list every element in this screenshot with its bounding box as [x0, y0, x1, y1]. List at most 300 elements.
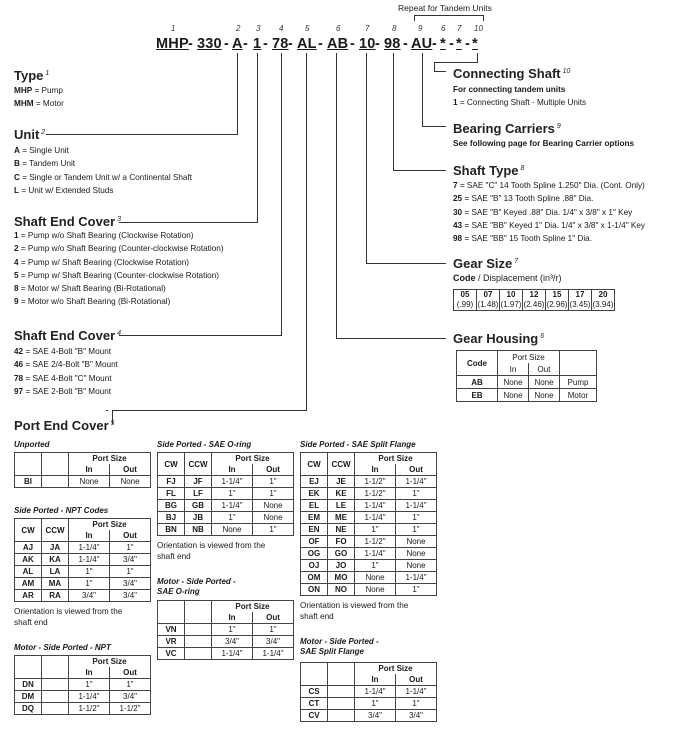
table-cell: VN: [158, 624, 185, 636]
table-cell: [328, 686, 355, 698]
table-cell: 3/4": [253, 636, 294, 648]
gear-size-cell: [546, 290, 569, 311]
header-cell: Port Size: [498, 351, 560, 364]
list-item: [453, 232, 645, 245]
table-row: [301, 686, 437, 698]
position-number: 6: [336, 24, 341, 33]
table-cell: [328, 698, 355, 710]
list-item: [14, 282, 224, 295]
gear-size-displacement: (3.45): [569, 300, 591, 309]
item-desc: = Motor w/ Shaft Bearing (Bi-Rotational): [18, 284, 166, 294]
item-desc: = Tandem Unit: [19, 159, 76, 169]
header-cell: In: [69, 667, 110, 679]
table-cell: EN: [301, 524, 328, 536]
header-cell: [42, 656, 69, 679]
gear-size-displacement: (3.94): [592, 300, 614, 309]
header-cell: Out: [110, 667, 151, 679]
gear-size-table: [453, 289, 615, 311]
table-cell: OJ: [301, 560, 328, 572]
gear-size-cell: [500, 290, 523, 311]
item-desc: = Connecting Shaft - Multiple Units: [457, 98, 587, 107]
table-cell: RA: [42, 590, 69, 602]
table-cell: 1-1/4": [212, 476, 253, 488]
table-row: [158, 476, 294, 488]
item-code: L: [14, 185, 20, 195]
table-cell: OF: [301, 536, 328, 548]
list-item: [14, 256, 224, 269]
table-cell: 1-1/2": [355, 476, 396, 488]
table-cell: 1": [396, 512, 437, 524]
list-item: [453, 206, 645, 219]
code-dash: -: [350, 36, 355, 52]
code-dash: -: [188, 36, 193, 52]
header-cell: Port Size: [69, 519, 151, 531]
header-cell: [15, 453, 42, 476]
list-item: [14, 269, 224, 282]
table-cell: JE: [328, 476, 355, 488]
header-cell: In: [355, 464, 396, 476]
header-cell: In: [69, 530, 110, 542]
list-item: [14, 97, 64, 110]
port-end-cover-heading: Port End Cover $^5$: [14, 418, 115, 433]
table-cell: 1": [69, 679, 110, 691]
table-cell: 1-1/4": [355, 548, 396, 560]
list-item: [14, 242, 224, 255]
gear-size-code: 20: [598, 290, 608, 299]
table-cell: AM: [15, 578, 42, 590]
table-row: [301, 536, 437, 548]
table-row: [301, 476, 437, 488]
npt-table: [14, 518, 151, 602]
table-cell: KE: [328, 488, 355, 500]
table-cell: 1": [212, 512, 253, 524]
position-number: 4: [279, 24, 284, 33]
item-desc: = SAE "B" Keyed .88" Dia. 1/4" x 3/8" x 1" Key: [462, 207, 633, 217]
table-row: [301, 584, 437, 596]
table-cell: 1": [110, 679, 151, 691]
table-row: [158, 488, 294, 500]
list-item: [14, 385, 118, 398]
table-cell: 1": [355, 560, 396, 572]
table-cell: AK: [15, 554, 42, 566]
header-cell: [328, 663, 355, 686]
item-code: 7: [453, 181, 458, 190]
type-heading: Type $^1$: [14, 68, 50, 83]
model-code-segment: AB: [327, 36, 349, 52]
table-cell: 3/4": [110, 691, 151, 703]
table-cell: None: [355, 584, 396, 596]
model-code-segment: MHP: [156, 36, 189, 52]
table-row: [301, 500, 437, 512]
model-code-segment: *: [456, 36, 462, 52]
table-row: [15, 554, 151, 566]
list-item: [14, 171, 192, 184]
header-cell: Code: [457, 351, 498, 376]
item-desc: = Pump w/ Shaft Bearing (Counter-clockwise Rotation): [18, 270, 220, 280]
item-code: 4: [14, 257, 19, 267]
gear-size-code: 05: [460, 290, 470, 299]
table-cell: 3/4": [396, 710, 437, 722]
table-cell: Pump: [560, 376, 597, 389]
table-cell: NO: [328, 584, 355, 596]
model-code-segment: *: [440, 36, 446, 52]
table-cell: GO: [328, 548, 355, 560]
table-cell: 1": [69, 578, 110, 590]
table-row: [158, 636, 294, 648]
code-dash: -: [403, 36, 408, 52]
bearing-carriers-heading: Bearing Carriers $^9$: [453, 121, 561, 136]
item-desc: = Pump w/o Shaft Bearing (Counter-clockwise Rotation): [18, 244, 224, 254]
table-cell: EK: [301, 488, 328, 500]
table-row: [158, 524, 294, 536]
list-item: [14, 372, 118, 385]
table-cell: [42, 679, 69, 691]
gear-size-heading: Gear Size $^7$: [453, 256, 519, 271]
table-cell: 1": [69, 566, 110, 578]
table-row: [301, 512, 437, 524]
table-cell: None: [498, 389, 529, 402]
table-cell: NB: [185, 524, 212, 536]
header-cell: Out: [396, 674, 437, 686]
table-cell: JF: [185, 476, 212, 488]
table-cell: 1": [212, 488, 253, 500]
position-number: 7: [457, 24, 462, 33]
item-code: MHM: [14, 99, 34, 109]
table-cell: None: [396, 536, 437, 548]
header-cell: CW: [301, 453, 328, 476]
oring-table: [157, 452, 294, 536]
table-cell: 1-1/4": [69, 542, 110, 554]
header-cell: In: [498, 363, 529, 376]
table-cell: LA: [42, 566, 69, 578]
item-desc: = Unit w/ Extended Studs: [19, 185, 114, 195]
shaft-end-cover-3-list: [14, 229, 224, 309]
item-code: A: [14, 146, 20, 155]
table-cell: None: [498, 376, 529, 389]
split-table: [300, 452, 437, 596]
table-row: [301, 572, 437, 584]
table-cell: 1-1/2": [69, 703, 110, 715]
table-cell: OM: [301, 572, 328, 584]
table-cell: EL: [301, 500, 328, 512]
table-cell: BJ: [158, 512, 185, 524]
connecting-shaft-list: [453, 96, 586, 109]
position-number: 3: [256, 24, 261, 33]
item-code: C: [14, 172, 20, 182]
table-row: [158, 500, 294, 512]
item-code: 1: [453, 98, 458, 107]
header-cell: Port Size: [212, 601, 294, 613]
header-cell: CCW: [42, 519, 69, 542]
table-cell: NE: [328, 524, 355, 536]
list-item: [14, 184, 192, 197]
table-cell: JO: [328, 560, 355, 572]
table-row: [15, 542, 151, 554]
table-cell: BG: [158, 500, 185, 512]
table-cell: 1": [253, 624, 294, 636]
gear-housing-heading: Gear Housing $^6$: [453, 331, 545, 346]
table-cell: 1": [396, 524, 437, 536]
code-dash: -: [465, 36, 470, 52]
item-desc: = Motor: [33, 99, 64, 109]
table-cell: AL: [15, 566, 42, 578]
table-cell: 1-1/2": [355, 488, 396, 500]
code-dash: -: [224, 36, 229, 52]
table-cell: None: [110, 476, 151, 488]
table-cell: [42, 691, 69, 703]
table-cell: JB: [185, 512, 212, 524]
item-code: MHP: [14, 86, 33, 95]
table-row: [301, 548, 437, 560]
model-code-segment: 10: [359, 36, 376, 52]
list-item: [14, 295, 224, 308]
list-item: [14, 229, 224, 242]
table-row: [15, 566, 151, 578]
item-code: B: [14, 159, 20, 169]
table-cell: 1": [396, 584, 437, 596]
gear-size-code: 07: [483, 290, 493, 299]
header-cell: Port Size: [355, 453, 437, 465]
table-cell: 1-1/2": [110, 703, 151, 715]
table-cell: None: [253, 512, 294, 524]
table-cell: [185, 636, 212, 648]
item-desc: = SAE "BB" Keyed 1" Dia. 1/4" x 3/8" x 1-1/4" Key: [462, 220, 645, 230]
header-cell: Port Size: [355, 663, 437, 675]
table-cell: 1-1/4": [396, 500, 437, 512]
motor-split-table: [300, 662, 437, 722]
item-desc: = Motor w/o Shaft Bearing (Bi-Rotational): [18, 297, 171, 307]
gear-housing-table: [456, 350, 597, 402]
gear-size-cell: [569, 290, 592, 311]
table-cell: None: [253, 500, 294, 512]
split-orientation-note: Orientation is viewed from the shaft end: [300, 601, 409, 621]
header-cell: CCW: [185, 453, 212, 476]
table-cell: 1-1/4": [212, 648, 253, 660]
shaft-end-cover-4-heading: Shaft End Cover $^4$: [14, 328, 122, 343]
header-cell: In: [212, 612, 253, 624]
gear-size-displacement: (2.46): [523, 300, 545, 309]
table-cell: AB: [457, 376, 498, 389]
header-cell: [158, 601, 185, 624]
item-desc: = Pump w/o Shaft Bearing (Clockwise Rotation): [18, 231, 194, 240]
table-cell: 1-1/4": [355, 686, 396, 698]
header-cell: In: [212, 464, 253, 476]
model-code-segment: AL: [297, 36, 317, 52]
table-row: [301, 710, 437, 722]
oring-title: Side Ported - SAE O-ring: [157, 440, 252, 449]
table-cell: 3/4": [69, 590, 110, 602]
table-cell: 3/4": [110, 578, 151, 590]
table-cell: 1": [110, 542, 151, 554]
table-cell: [42, 476, 69, 488]
header-cell: Out: [253, 612, 294, 624]
code-dash: -: [288, 36, 293, 52]
table-cell: 1": [396, 698, 437, 710]
header-cell: Out: [396, 464, 437, 476]
npt-title: Side Ported - NPT Codes: [14, 506, 109, 515]
table-cell: 1-1/4": [355, 500, 396, 512]
motor-npt-table: [14, 655, 151, 715]
gear-size-displacement: (1.48): [477, 300, 499, 309]
table-cell: LE: [328, 500, 355, 512]
header-cell: Port Size: [212, 453, 294, 465]
gear-size-displacement: (2.96): [546, 300, 568, 309]
model-code-segment: 98: [384, 36, 401, 52]
gear-size-displacement: (1.97): [500, 300, 522, 309]
motor-oring-title: Motor - Side Ported - SAE O-ring: [157, 577, 236, 596]
list-item: [453, 179, 645, 192]
table-cell: [328, 710, 355, 722]
model-code-segment: 1: [253, 36, 262, 52]
header-cell: Out: [110, 530, 151, 542]
position-number: 2: [236, 24, 241, 33]
gear-size-subtitle: Code / Displacement (in³/r): [453, 273, 562, 283]
table-cell: DQ: [15, 703, 42, 715]
table-cell: DM: [15, 691, 42, 703]
table-cell: [185, 624, 212, 636]
code-dash: -: [432, 36, 437, 52]
header-cell: [560, 351, 597, 376]
table-cell: 1": [355, 524, 396, 536]
table-cell: [42, 703, 69, 715]
header-cell: In: [69, 464, 110, 476]
table-cell: EB: [457, 389, 498, 402]
model-code-segment: A: [232, 36, 243, 52]
item-code: 78: [14, 373, 24, 383]
item-code: 8: [14, 284, 19, 294]
header-cell: Out: [529, 363, 560, 376]
oring-orientation-note: Orientation is viewed from the shaft end: [157, 541, 266, 561]
item-code: 5: [14, 270, 19, 280]
table-cell: FL: [158, 488, 185, 500]
item-code: 42: [14, 347, 24, 356]
code-dash: -: [318, 36, 323, 52]
header-cell: [42, 453, 69, 476]
table-cell: MO: [328, 572, 355, 584]
header-cell: [301, 663, 328, 686]
list-item: [14, 144, 192, 157]
item-desc: = SAE 4-Bolt "C" Mount: [23, 373, 112, 383]
motor-npt-title: Motor - Side Ported - NPT: [14, 643, 111, 652]
header-cell: [185, 601, 212, 624]
item-desc: = SAE 4-Bolt "B" Mount: [23, 347, 112, 356]
shaft-type-list: [453, 179, 645, 245]
table-cell: 1-1/4": [212, 500, 253, 512]
item-desc: = Pump w/ Shaft Bearing (Clockwise Rotation): [18, 257, 189, 267]
table-cell: CT: [301, 698, 328, 710]
table-cell: AJ: [15, 542, 42, 554]
item-code: 46: [14, 360, 24, 370]
header-cell: Out: [110, 464, 151, 476]
code-dash: -: [375, 36, 380, 52]
table-cell: OG: [301, 548, 328, 560]
list-item: [14, 84, 64, 97]
gear-size-cell: [523, 290, 546, 311]
table-row: [15, 590, 151, 602]
table-cell: [185, 648, 212, 660]
unit-heading: Unit $^2$: [14, 127, 46, 142]
gear-size-code: 10: [506, 290, 516, 299]
table-cell: KA: [42, 554, 69, 566]
table-row: [301, 560, 437, 572]
gear-size-cell: [477, 290, 500, 311]
table-cell: GB: [185, 500, 212, 512]
table-cell: 1": [253, 524, 294, 536]
table-cell: 1-1/4": [69, 691, 110, 703]
table-row: [158, 512, 294, 524]
table-cell: 1": [212, 624, 253, 636]
table-row: [457, 389, 597, 402]
table-cell: ME: [328, 512, 355, 524]
header-cell: CCW: [328, 453, 355, 476]
table-cell: ON: [301, 584, 328, 596]
header-cell: [15, 656, 42, 679]
connecting-shaft-heading: Connecting Shaft $^{10}$: [453, 66, 571, 81]
list-item: [14, 157, 192, 170]
bearing-carriers-note: See following page for Bearing Carrier options: [453, 139, 635, 148]
table-cell: AR: [15, 590, 42, 602]
table-cell: MA: [42, 578, 69, 590]
gear-size-code: 15: [552, 290, 562, 299]
connecting-shaft-note: For connecting tandem units: [453, 85, 566, 94]
table-row: [15, 476, 151, 488]
table-cell: None: [212, 524, 253, 536]
position-number: 8: [392, 24, 397, 33]
item-code: 43: [453, 220, 463, 230]
table-cell: 3/4": [212, 636, 253, 648]
position-number: 1: [171, 24, 176, 33]
position-number: 9: [418, 24, 423, 33]
table-cell: DN: [15, 679, 42, 691]
table-cell: EM: [301, 512, 328, 524]
code-dash: -: [243, 36, 248, 52]
table-cell: Motor: [560, 389, 597, 402]
item-code: 1: [14, 231, 19, 240]
table-cell: 1-1/4": [69, 554, 110, 566]
table-row: [158, 624, 294, 636]
list-item: [453, 192, 645, 205]
code-dash: -: [263, 36, 268, 52]
table-cell: None: [396, 548, 437, 560]
table-cell: 3/4": [110, 590, 151, 602]
item-desc: = Pump: [32, 86, 63, 95]
gear-size-displacement: (.99): [456, 300, 474, 309]
item-code: 9: [14, 297, 19, 307]
item-code: 97: [14, 386, 24, 396]
table-row: [15, 703, 151, 715]
table-cell: 1": [253, 488, 294, 500]
table-cell: 1-1/4": [396, 686, 437, 698]
split-title: Side Ported - SAE Split Flange: [300, 440, 416, 449]
item-code: 25: [453, 194, 463, 204]
table-cell: None: [396, 560, 437, 572]
table-row: [301, 524, 437, 536]
repeat-tandem-label: Repeat for Tandem Units: [398, 3, 492, 13]
unported-title: Unported: [14, 440, 50, 449]
position-number: 6: [441, 24, 446, 33]
unit-list: [14, 144, 192, 197]
item-desc: = SAE 2-Bolt "B" Mount: [23, 386, 112, 396]
code-dash: -: [449, 36, 454, 52]
table-cell: 1": [355, 698, 396, 710]
table-cell: BN: [158, 524, 185, 536]
shaft-end-cover-3-heading: Shaft End Cover $^3$: [14, 214, 122, 229]
table-cell: 1-1/4": [355, 512, 396, 524]
table-cell: 1-1/4": [253, 648, 294, 660]
list-item: [14, 345, 118, 358]
item-desc: = Single Unit: [19, 146, 69, 155]
npt-orientation-note: Orientation is viewed from the shaft end: [14, 607, 123, 627]
